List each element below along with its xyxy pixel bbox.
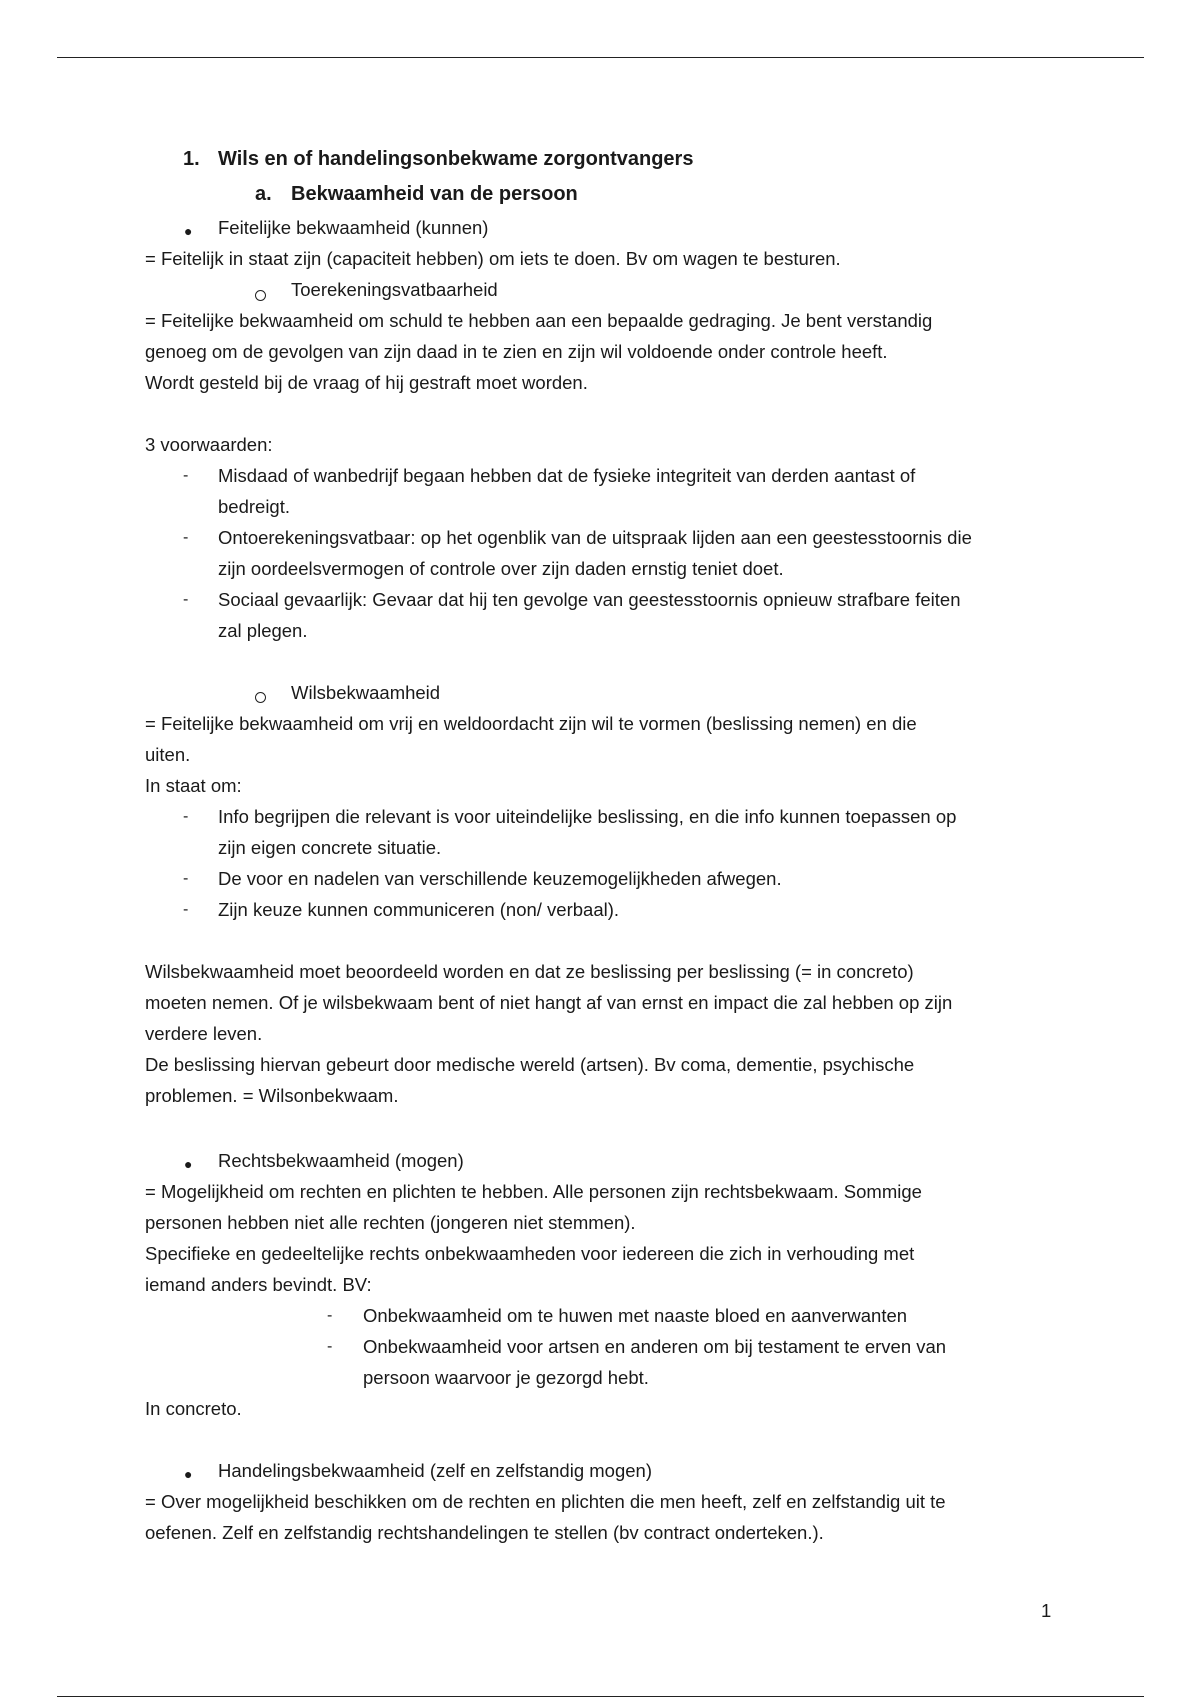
paragraph-line: De beslissing hiervan gebeurt door medische wereld (artsen). Bv coma, dementie, psychische <box>145 1054 915 1075</box>
list-item: Sociaal gevaarlijk: Gevaar dat hij ten gevolge van geestesstoornis opnieuw strafbare feiten <box>218 589 961 610</box>
circle-bullet-icon <box>255 686 266 708</box>
page-number: 1 <box>1041 1600 1052 1621</box>
bullet-icon: ● <box>184 223 193 239</box>
circle-bullet-icon <box>255 284 266 306</box>
section-title-rechts: Rechtsbekwaamheid (mogen) <box>218 1150 464 1171</box>
dash-bullet-icon: - <box>183 467 189 484</box>
list-item-continuation: bedreigt. <box>218 496 290 517</box>
heading-2: Bekwaamheid van de persoon <box>291 183 578 205</box>
bullet-icon: ● <box>184 1466 193 1482</box>
dash-bullet-icon: - <box>183 870 189 887</box>
paragraph-line: Wordt gesteld bij de vraag of hij gestraft moet worden. <box>145 372 588 393</box>
subsection-title-toerekening: Toerekeningsvatbaarheid <box>291 279 498 300</box>
list-item-continuation: persoon waarvoor je gezorgd hebt. <box>363 1367 649 1388</box>
dash-bullet-icon: - <box>327 1338 333 1355</box>
heading-2-letter: a. <box>255 183 272 205</box>
heading-1: Wils en of handelingsonbekwame zorgontvangers <box>218 148 694 170</box>
dash-bullet-icon: - <box>183 808 189 825</box>
heading-1-number: 1. <box>183 148 200 170</box>
section-title-feitelijk: Feitelijke bekwaamheid (kunnen) <box>218 217 489 238</box>
paragraph-line: verdere leven. <box>145 1023 263 1044</box>
paragraph-line: In concreto. <box>145 1398 242 1419</box>
paragraph-line: = Mogelijkheid om rechten en plichten te hebben. Alle personen zijn rechtsbekwaam. Sommige <box>145 1181 922 1202</box>
paragraph-line: moeten nemen. Of je wilsbekwaam bent of niet hangt af van ernst en impact die zal hebben op zijn <box>145 992 953 1013</box>
header-rule <box>57 57 1144 58</box>
paragraph-line: In staat om: <box>145 775 242 796</box>
subsection-title-wils: Wilsbekwaamheid <box>291 682 441 703</box>
paragraph-line: = Feitelijke bekwaamheid om schuld te hebben aan een bepaalde gedraging. Je bent verstandig <box>145 310 933 331</box>
paragraph-line: problemen. = Wilsonbekwaam. <box>145 1085 399 1106</box>
list-item: Misdaad of wanbedrijf begaan hebben dat de fysieke integriteit van derden aantast of <box>218 465 916 486</box>
definition-feitelijk: = Feitelijk in staat zijn (capaciteit hebben) om iets te doen. Bv om wagen te besturen. <box>145 248 841 269</box>
paragraph-line: Specifieke en gedeeltelijke rechts onbekwaamheden voor iedereen die zich in verhouding met <box>145 1243 915 1264</box>
paragraph-line: personen hebben niet alle rechten (jongeren niet stemmen). <box>145 1212 636 1233</box>
paragraph-line: = Feitelijke bekwaamheid om vrij en weldoordacht zijn wil te vormen (beslissing nemen) en die <box>145 713 917 734</box>
paragraph-line: uiten. <box>145 744 191 765</box>
list-item: Zijn keuze kunnen communiceren (non/ verbaal). <box>218 899 620 920</box>
list-item: Info begrijpen die relevant is voor uiteindelijke beslissing, en die info kunnen toepassen op <box>218 806 957 827</box>
list-item: Onbekwaamheid voor artsen en anderen om bij testament te erven van <box>363 1336 947 1357</box>
list-item: Ontoerekeningsvatbaar: op het ogenblik van de uitspraak lijden aan een geestesstoornis die <box>218 527 972 548</box>
conditions-title: 3 voorwaarden: <box>145 434 273 455</box>
paragraph-line: = Over mogelijkheid beschikken om de rechten en plichten die men heeft, zelf en zelfstandig uit te <box>145 1491 946 1512</box>
paragraph-line: oefenen. Zelf en zelfstandig rechtshandelingen te stellen (bv contract onderteken.). <box>145 1522 824 1543</box>
footer-rule <box>57 1696 1144 1697</box>
dash-bullet-icon: - <box>183 901 189 918</box>
paragraph-line: iemand anders bevindt. BV: <box>145 1274 372 1295</box>
dash-bullet-icon: - <box>183 529 189 546</box>
list-item-continuation: zijn oordeelsvermogen of controle over zijn daden ernstig teniet doet. <box>218 558 784 579</box>
list-item-continuation: zijn eigen concrete situatie. <box>218 837 442 858</box>
dash-bullet-icon: - <box>183 591 189 608</box>
dash-bullet-icon: - <box>327 1307 333 1324</box>
bullet-icon: ● <box>184 1156 193 1172</box>
list-item: Onbekwaamheid om te huwen met naaste bloed en aanverwanten <box>363 1305 908 1326</box>
paragraph-line: Wilsbekwaamheid moet beoordeeld worden en dat ze beslissing per beslissing (= in concreto) <box>145 961 914 982</box>
paragraph-line: genoeg om de gevolgen van zijn daad in te zien en zijn wil voldoende onder controle heeft. <box>145 341 888 362</box>
list-item: De voor en nadelen van verschillende keuzemogelijkheden afwegen. <box>218 868 782 889</box>
list-item-continuation: zal plegen. <box>218 620 308 641</box>
section-title-handeling: Handelingsbekwaamheid (zelf en zelfstandig mogen) <box>218 1460 652 1481</box>
